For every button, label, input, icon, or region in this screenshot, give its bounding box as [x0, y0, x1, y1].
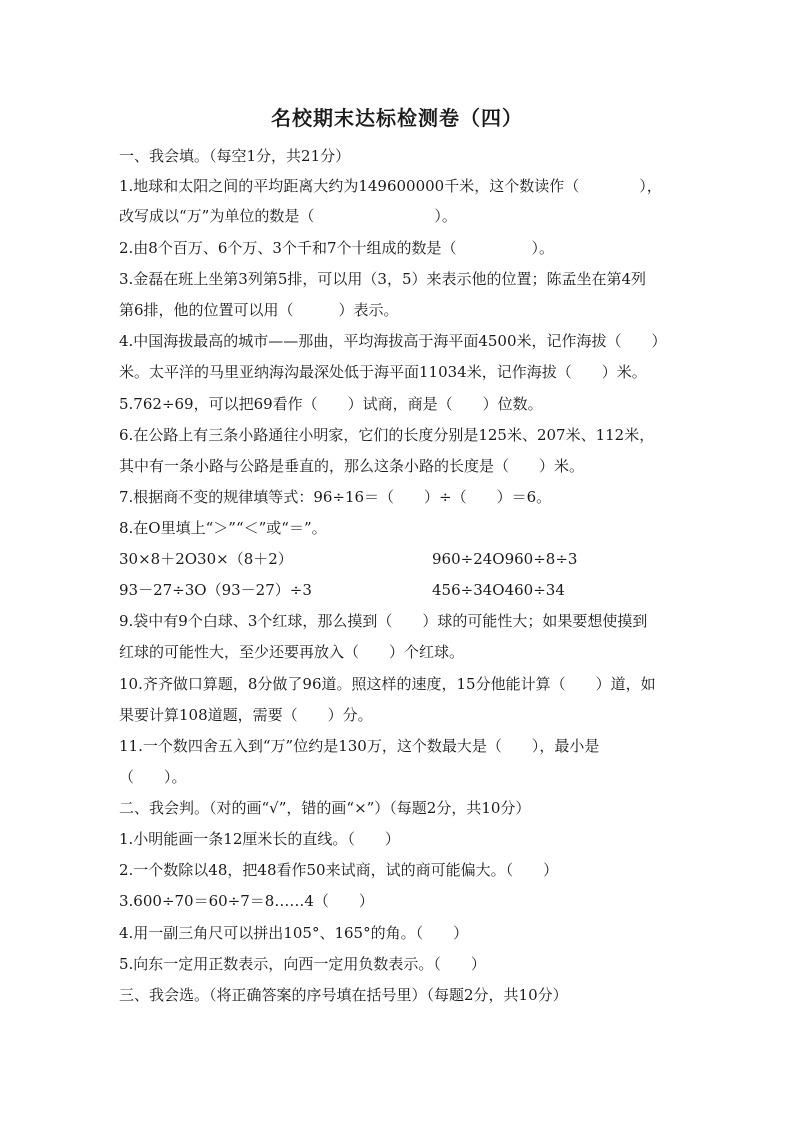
q3-line1: 3.金磊在班上坐第3列第5排，可以用（3，5）来表示他的位置；陈孟坐在第4列: [119, 270, 647, 288]
q7-line1: 7.根据商不变的规律填等式：96÷16＝（ ）÷（ ）＝6。: [119, 488, 552, 506]
section1-heading: 一、我会填。（每空1分，共21分）: [119, 147, 351, 165]
q8-row1-right: 960÷24O960÷8÷3: [432, 550, 578, 568]
q4-line1: 4.中国海拔最高的城市——那曲，平均海拔高于海平面4500米，记作海拔（ ）: [119, 332, 667, 350]
q11-line1: 11.一个数四舍五入到“万”位约是130万，这个数最大是（ ），最小是: [119, 737, 600, 755]
q10-line1: 10.齐齐做口算题，8分做了96道。照这样的速度，15分他能计算（ ）道，如: [119, 675, 656, 693]
q2-line1: 2.由8个百万、6个万、3个千和7个十组成的数是（ ）。: [119, 239, 554, 257]
page-title: 名校期末达标检测卷（四）: [271, 106, 523, 130]
q6-line2: 其中有一条小路与公路是垂直的，那么这条小路的长度是（ ）米。: [119, 457, 585, 475]
q6-line1: 6.在公路上有三条小路通往小明家，它们的长度分别是125米、207米、112米，: [119, 426, 655, 444]
q1-line2: 改写成以“万”为单位的数是（ ）。: [119, 207, 457, 225]
q3-line2: 第6排，他的位置可以用（ ）表示。: [119, 301, 399, 319]
q8-prompt: 8.在O里填上“＞”“＜”或“＝”。: [119, 519, 327, 537]
q11-line2: （ ）。: [119, 768, 187, 786]
judge-item-3: 3.600÷70＝60÷7＝8……4（ ）: [119, 892, 374, 910]
q5-line1: 5.762÷69，可以把69看作（ ）试商，商是（ ）位数。: [119, 395, 543, 413]
q8-row1-left: 30×8＋2O30×（8＋2）: [119, 550, 293, 568]
judge-item-2: 2.一个数除以48，把48看作50来试商，试的商可能偏大。（ ）: [119, 861, 559, 879]
judge-item-5: 5.向东一定用正数表示，向西一定用负数表示。（ ）: [119, 955, 486, 973]
q9-line2: 红球的可能性大，至少还要再放入（ ）个红球。: [119, 643, 465, 661]
judge-item-1: 1.小明能画一条12厘米长的直线。（ ）: [119, 830, 400, 848]
section2-heading: 二、我会判。（对的画“√”，错的画“×”）（每题2分，共10分）: [119, 799, 531, 817]
q8-row2-right: 456÷34O460÷34: [432, 581, 565, 599]
section3-heading: 三、我会选。（将正确答案的序号填在括号里）（每题2分，共10分）: [119, 986, 568, 1004]
q9-line1: 9.袋中有9个白球、3个红球，那么摸到（ ）球的可能性大；如果要想使摸到: [119, 612, 648, 630]
q1-line1: 1.地球和太阳之间的平均距离大约为149600000千米，这个数读作（ ），: [119, 177, 662, 195]
q10-line2: 果要计算108道题，需要（ ）分。: [119, 706, 373, 724]
judge-item-4: 4.用一副三角尺可以拼出105°、165°的角。（ ）: [119, 924, 469, 942]
q4-line2: 米。太平洋的马里亚纳海沟最深处低于海平面11034米，记作海拔（ ）米。: [119, 363, 647, 381]
q8-row2-left: 93－27÷3O（93－27）÷3: [119, 581, 312, 599]
